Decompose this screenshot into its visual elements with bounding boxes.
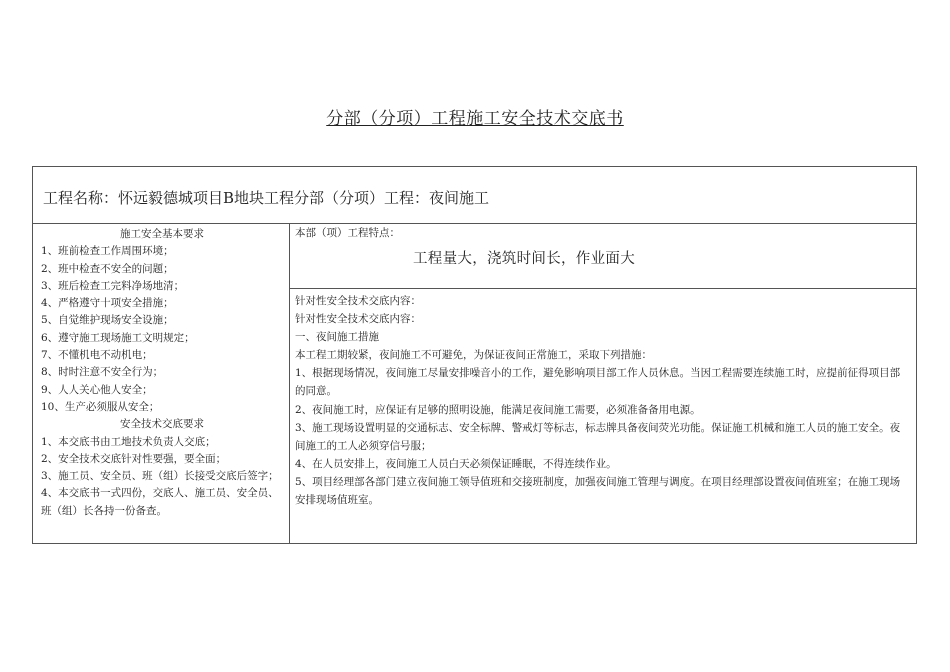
basic-requirements-heading: 施工安全基本要求 <box>120 228 204 240</box>
disclosure-item: 1、本交底书由工地技术负责人交底； <box>41 435 216 448</box>
features-label: 本部（项）工程特点： <box>295 227 400 239</box>
basic-item: 4、严格遵守十项安全措施； <box>41 297 174 310</box>
basic-item: 1、班前检查工作周围环境； <box>41 245 174 258</box>
basic-item: 8、时时注意不安全行为； <box>41 366 164 379</box>
disclosure-requirements-heading: 安全技术交底要求 <box>120 418 204 431</box>
measures-line: 本工程工期较紧，夜间施工不可避免，为保证夜间正常施工，采取下列措施： <box>295 349 652 362</box>
project-name-text: 工程名称：怀远毅德城项目B地块工程分部（分项）工程：夜间施工 <box>43 188 490 207</box>
measures-line: 3、施工现场设置明显的交通标志、安全标牌、警戒灯等标志，标志牌具备夜间荧光功能。保证施工机械和施工人员的施工安全。夜间施工的工人必须穿信号服； <box>295 421 901 452</box>
measures-line: 5、项目经理部各部门建立夜间施工领导值班和交接班制度，加强夜间施工管理与调度。在项目经理部设置夜间值班室；在施工现场安排现场值班室。 <box>295 475 901 507</box>
measures-line: 2、夜间施工时，应保证有足够的照明设施，能满足夜间施工需要，必须准备备用电源。 <box>295 403 701 416</box>
measures-cell <box>290 289 916 543</box>
basic-item: 9、人人关心他人安全； <box>41 383 153 396</box>
disclosure-item: 2、安全技术交底针对性要强，要全面； <box>41 452 227 465</box>
requirements-column <box>33 224 290 543</box>
basic-item: 2、班中检查不安全的问题； <box>41 262 174 275</box>
measures-line: 针对性安全技术交底内容： <box>295 313 421 326</box>
measures-line: 一、夜间施工措施 <box>295 331 379 344</box>
document-title: 分部（分项）工程施工安全技术交底书 <box>326 109 624 129</box>
content-column <box>290 224 916 543</box>
disclosure-item: 4、本交底书一式四份，交底人、施工员、安全员、班（组）长各持一份备查。 <box>41 487 279 517</box>
features-text: 工程量大，浇筑时间长，作业面大 <box>413 251 635 267</box>
basic-item: 10、生产必须服从安全； <box>41 400 160 413</box>
features-cell <box>290 224 916 289</box>
disclosure-item: 3、施工员、安全员、班（组）长接受交底后签字； <box>41 470 279 483</box>
basic-item: 3、班后检查工完料净场地清； <box>41 279 185 292</box>
basic-item: 7、不懂机电不动机电； <box>41 349 153 362</box>
measures-line: 针对性安全技术交底内容： <box>295 295 421 307</box>
basic-item: 6、遵守施工现场施工文明规定； <box>41 331 195 344</box>
disclosure-table <box>32 166 917 544</box>
measures-line: 1、根据现场情况，夜间施工尽量安排噪音小的工作，避免影响项目部工作人员休息。当因工程需要连续施工时，应提前征得项目部的同意。 <box>295 367 901 398</box>
basic-item: 5、自觉维护现场安全设施； <box>41 314 174 327</box>
measures-line: 4、在人员安排上，夜间施工人员白天必须保证睡眠，不得连续作业。 <box>295 457 617 470</box>
project-name-row <box>33 167 916 224</box>
